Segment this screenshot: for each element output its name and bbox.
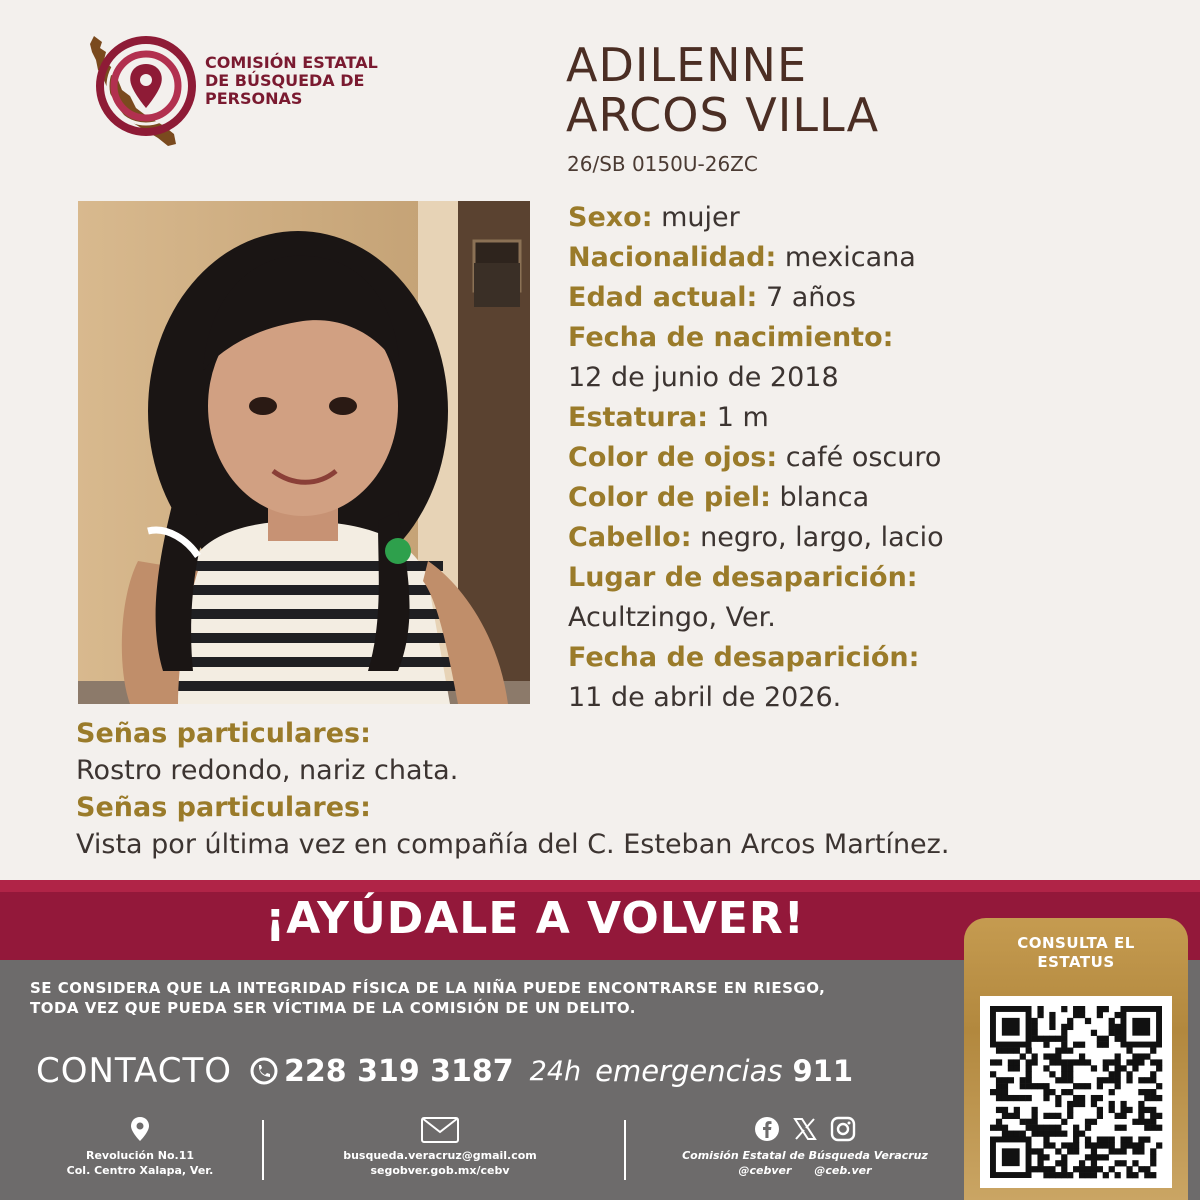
attr-piel — [568, 478, 1168, 518]
attr-lugar-value: Acultzingo, Ver. — [568, 602, 776, 633]
qr-title-line-1: CONSULTA EL — [1017, 934, 1135, 952]
risk-line-2: TODA VEZ QUE PUEDA SER VÍCTIMA DE LA COMISIÓN DE UN DELITO. — [30, 999, 636, 1017]
attr-label: Estatura: — [568, 402, 709, 433]
attr-label: Lugar de desaparición: — [568, 562, 918, 593]
attr-label: Edad actual: — [568, 282, 758, 313]
attr-value: negro, largo, lacio — [700, 522, 944, 553]
attr-label: Sexo: — [568, 202, 653, 233]
social-icons — [660, 1116, 950, 1142]
attr-value: 7 años — [765, 282, 856, 313]
email-address[interactable]: busqueda.veracruz@gmail.com — [343, 1149, 537, 1162]
footer-social — [660, 1116, 950, 1178]
instagram-icon[interactable] — [830, 1116, 856, 1142]
case-folio: 26/SB 0150U-26ZC — [567, 152, 758, 176]
attr-lugar-label — [568, 558, 1168, 598]
logo-line-3: PERSONAS — [205, 89, 303, 108]
facebook-icon[interactable] — [754, 1116, 780, 1142]
emergency-number[interactable]: 911 — [792, 1054, 854, 1088]
social-account-name: Comisión Estatal de Búsqueda Veracruz — [682, 1149, 928, 1162]
hours-label: 24h — [529, 1055, 582, 1087]
banner-title: ¡AYÚDALE A VOLVER! — [265, 893, 805, 944]
distinguishing-marks — [76, 715, 1176, 863]
person-name — [566, 40, 879, 140]
footer-divider — [262, 1120, 264, 1180]
attr-label: Fecha de desaparición: — [568, 642, 920, 673]
footer-divider — [624, 1120, 626, 1180]
attr-ojos — [568, 438, 1168, 478]
logo-line-2: DE BÚSQUEDA DE — [205, 71, 365, 90]
risk-line-1: SE CONSIDERA QUE LA INTEGRIDAD FÍSICA DE LA NIÑA PUEDE ENCONTRARSE EN RIESGO, — [30, 979, 826, 997]
attr-label: Señas particulares: — [76, 718, 371, 749]
phone-number[interactable]: 228 319 3187 — [284, 1053, 514, 1089]
attr-value: 1 m — [716, 402, 769, 433]
attr-fecha-des-label — [568, 638, 1168, 678]
attr-label: Cabello: — [568, 522, 692, 553]
attr-edad — [568, 278, 1168, 318]
attr-sexo — [568, 198, 1168, 238]
qr-title — [964, 934, 1188, 972]
location-pin-icon — [130, 1116, 150, 1142]
attr-value: blanca — [779, 482, 870, 513]
contact-label: CONTACTO — [36, 1051, 232, 1091]
website[interactable]: segobver.gob.mx/cebv — [370, 1164, 510, 1177]
attr-cabello — [568, 518, 1168, 558]
attr-estatura — [568, 398, 1168, 438]
qr-title-line-2: ESTATUS — [1037, 953, 1115, 971]
address-line-2: Col. Centro Xalapa, Ver. — [66, 1164, 214, 1177]
logo-line-1: COMISIÓN ESTATAL — [205, 53, 378, 72]
mail-icon — [420, 1116, 460, 1144]
attr-label: Nacionalidad: — [568, 242, 777, 273]
senas-label-2 — [76, 789, 1176, 826]
photo-illustration — [78, 201, 530, 704]
qr-code-icon[interactable] — [980, 996, 1172, 1188]
name-line-1: ADILENNE — [566, 38, 808, 92]
footer-email — [300, 1116, 580, 1178]
address-line-1: Revolución No.11 — [85, 1149, 195, 1162]
attr-nacionalidad — [568, 238, 1168, 278]
attr-label: Color de piel: — [568, 482, 771, 513]
senas-label-1 — [76, 715, 1176, 752]
attr-nacimiento-value: 12 de junio de 2018 — [568, 362, 839, 393]
contact-row — [36, 1046, 853, 1096]
emergency-label: emergencias — [595, 1054, 783, 1088]
social-handles — [660, 1163, 950, 1178]
senas-text-2: Vista por última vez en compañía del C. Esteban Arcos Martínez. — [76, 829, 950, 860]
person-photo — [78, 201, 530, 704]
attr-fecha-des-value: 11 de abril de 2026. — [568, 682, 842, 713]
handle-1[interactable]: @cebver — [738, 1164, 792, 1177]
attr-nacimiento-label — [568, 318, 1168, 358]
attr-value: mujer — [661, 202, 740, 233]
qr-code[interactable] — [980, 996, 1172, 1188]
phone-icon — [250, 1057, 278, 1085]
attr-value: mexicana — [784, 242, 916, 273]
attr-value: café oscuro — [785, 442, 942, 473]
name-line-2: ARCOS VILLA — [566, 88, 880, 142]
banner-highlight — [0, 880, 1200, 892]
handle-2[interactable]: @ceb.ver — [814, 1164, 872, 1177]
attributes-list — [568, 198, 1168, 718]
logo-text — [205, 54, 415, 108]
attr-label: Señas particulares: — [76, 792, 371, 823]
attr-label: Color de ojos: — [568, 442, 778, 473]
x-icon[interactable] — [792, 1116, 818, 1142]
footer-address — [60, 1116, 220, 1178]
risk-notice — [30, 978, 960, 1018]
attr-label: Fecha de nacimiento: — [568, 322, 894, 353]
senas-text-1: Rostro redondo, nariz chata. — [76, 755, 459, 786]
